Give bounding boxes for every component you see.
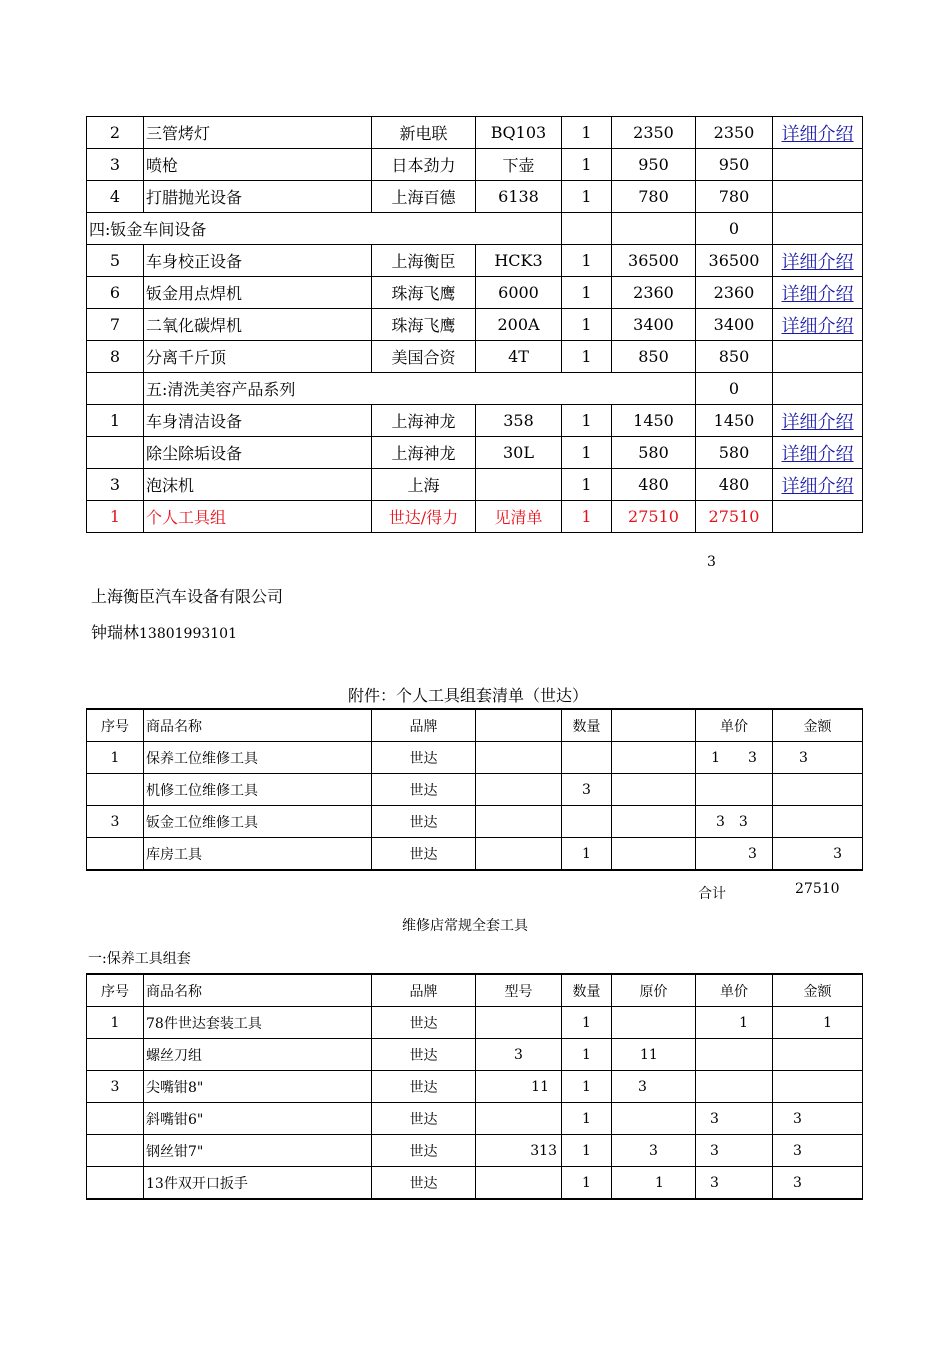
table-row bbox=[87, 117, 863, 149]
row-qty: 1 bbox=[562, 277, 612, 309]
row-brand: 上海神龙 bbox=[372, 437, 476, 469]
row-model bbox=[476, 1007, 562, 1039]
row-orig-price: 2360 bbox=[612, 277, 696, 309]
row-brand: 世达 bbox=[372, 1039, 476, 1071]
row-price: 2360 bbox=[696, 277, 773, 309]
header-name: 商品名称 bbox=[144, 974, 372, 1007]
detail-link[interactable]: 详细介绍 bbox=[781, 443, 854, 465]
row-orig-price: 1450 bbox=[612, 405, 696, 437]
table-row bbox=[87, 774, 863, 806]
section-label: 一:保养工具组套 bbox=[88, 951, 191, 967]
company-name: 上海衡臣汽车设备有限公司 bbox=[91, 587, 284, 606]
row-model: 6138 bbox=[476, 181, 562, 213]
row-orig-price: 580 bbox=[612, 437, 696, 469]
company-contact bbox=[91, 620, 237, 643]
row-qty bbox=[562, 806, 612, 838]
empty-cell bbox=[612, 213, 696, 245]
row-name: 车身校正设备 bbox=[144, 245, 372, 277]
empty-cell bbox=[476, 838, 562, 871]
row-model bbox=[476, 1167, 562, 1200]
row-no: 5 bbox=[87, 245, 144, 277]
row-brand: 世达 bbox=[372, 1135, 476, 1167]
row-price: 3 bbox=[696, 1135, 773, 1167]
header-brand: 品牌 bbox=[372, 974, 476, 1007]
row-price bbox=[696, 774, 773, 806]
table-row bbox=[87, 181, 863, 213]
row-link-empty bbox=[773, 501, 863, 533]
empty-cell bbox=[476, 806, 562, 838]
row-brand: 上海百德 bbox=[372, 181, 476, 213]
row-price bbox=[696, 1071, 773, 1103]
row-model: 30L bbox=[476, 437, 562, 469]
table-row bbox=[87, 309, 863, 341]
row-price: 3 bbox=[696, 838, 773, 871]
attachment-title: 附件：个人工具组套清单（世达） bbox=[348, 686, 589, 705]
row-qty: 1 bbox=[562, 117, 612, 149]
row-qty: 1 bbox=[562, 469, 612, 501]
row-qty: 1 bbox=[562, 405, 612, 437]
table-row bbox=[87, 1039, 863, 1071]
table-header-row bbox=[87, 709, 863, 742]
row-price: 1450 bbox=[696, 405, 773, 437]
row-name: 钣金工位维修工具 bbox=[144, 806, 372, 838]
personal-tool-row bbox=[87, 501, 863, 533]
row-brand: 世达 bbox=[372, 838, 476, 871]
section-row bbox=[87, 373, 863, 405]
row-brand: 上海 bbox=[372, 469, 476, 501]
total-value: 27510 bbox=[795, 881, 840, 897]
empty-cell bbox=[773, 213, 863, 245]
row-brand: 世达 bbox=[372, 774, 476, 806]
row-price bbox=[696, 1039, 773, 1071]
row-no: 3 bbox=[87, 469, 144, 501]
row-orig-price: 780 bbox=[612, 181, 696, 213]
header-brand: 品牌 bbox=[372, 709, 476, 742]
row-name: 个人工具组 bbox=[144, 501, 372, 533]
row-model: 下壶 bbox=[476, 149, 562, 181]
table-row bbox=[87, 341, 863, 373]
row-qty: 1 bbox=[562, 1007, 612, 1039]
row-brand: 日本劲力 bbox=[372, 149, 476, 181]
header-amount: 金额 bbox=[773, 974, 863, 1007]
row-no: 4 bbox=[87, 181, 144, 213]
row-no: 8 bbox=[87, 341, 144, 373]
section-total: 0 bbox=[696, 213, 773, 245]
header-orig: 原价 bbox=[612, 974, 696, 1007]
row-qty: 1 bbox=[562, 1135, 612, 1167]
row-no bbox=[87, 838, 144, 871]
row-amount: 3 bbox=[773, 742, 863, 774]
table-row bbox=[87, 405, 863, 437]
table-row bbox=[87, 806, 863, 838]
row-qty: 1 bbox=[562, 1103, 612, 1135]
row-no: 1 bbox=[87, 742, 144, 774]
row-name: 库房工具 bbox=[144, 838, 372, 871]
row-no bbox=[87, 774, 144, 806]
empty-cell bbox=[87, 373, 144, 405]
row-qty: 3 bbox=[562, 774, 612, 806]
row-model: 200A bbox=[476, 309, 562, 341]
row-price: 580 bbox=[696, 437, 773, 469]
row-qty bbox=[562, 742, 612, 774]
detail-link[interactable]: 详细介绍 bbox=[781, 475, 854, 497]
detail-link[interactable]: 详细介绍 bbox=[781, 283, 854, 305]
row-no: 1 bbox=[87, 501, 144, 533]
row-price: 950 bbox=[696, 149, 773, 181]
row-brand: 世达 bbox=[372, 742, 476, 774]
row-qty: 1 bbox=[562, 181, 612, 213]
row-name: 三管烤灯 bbox=[144, 117, 372, 149]
section-label: 四:钣金车间设备 bbox=[87, 213, 562, 245]
section-label: 五:清洗美容产品系列 bbox=[144, 373, 696, 405]
row-qty: 1 bbox=[562, 501, 612, 533]
row-model bbox=[476, 469, 562, 501]
header-qty: 数量 bbox=[562, 974, 612, 1007]
table-row bbox=[87, 437, 863, 469]
detail-link[interactable]: 详细介绍 bbox=[781, 315, 854, 337]
empty-cell bbox=[476, 742, 562, 774]
row-model: 11 bbox=[476, 1071, 562, 1103]
empty-cell bbox=[612, 709, 696, 742]
row-brand: 世达/得力 bbox=[372, 501, 476, 533]
row-price-b: 3 bbox=[738, 813, 748, 830]
row-brand: 新电联 bbox=[372, 117, 476, 149]
row-name: 二氧化碳焊机 bbox=[144, 309, 372, 341]
row-orig bbox=[612, 1007, 696, 1039]
empty-cell bbox=[476, 709, 562, 742]
row-brand: 世达 bbox=[372, 1071, 476, 1103]
row-no bbox=[87, 1103, 144, 1135]
row-model: HCK3 bbox=[476, 245, 562, 277]
row-qty: 1 bbox=[562, 1039, 612, 1071]
row-brand: 世达 bbox=[372, 1007, 476, 1039]
row-orig-price: 27510 bbox=[612, 501, 696, 533]
row-price: 36500 bbox=[696, 245, 773, 277]
detail-link[interactable]: 详细介绍 bbox=[781, 123, 854, 145]
row-link-empty bbox=[773, 149, 863, 181]
row-price: 780 bbox=[696, 181, 773, 213]
row-price: 850 bbox=[696, 341, 773, 373]
row-name: 保养工位维修工具 bbox=[144, 742, 372, 774]
row-no: 3 bbox=[87, 806, 144, 838]
row-orig: 3 bbox=[612, 1071, 696, 1103]
row-price: 27510 bbox=[696, 501, 773, 533]
header-price: 单价 bbox=[696, 974, 773, 1007]
full-set-table bbox=[86, 973, 863, 1200]
row-orig-price: 3400 bbox=[612, 309, 696, 341]
row-brand: 上海衡臣 bbox=[372, 245, 476, 277]
row-amount bbox=[773, 1071, 863, 1103]
row-no bbox=[87, 1135, 144, 1167]
row-amount: 3 bbox=[773, 1103, 863, 1135]
row-orig-price: 36500 bbox=[612, 245, 696, 277]
row-link-empty bbox=[773, 181, 863, 213]
row-model: 6000 bbox=[476, 277, 562, 309]
row-qty: 1 bbox=[562, 341, 612, 373]
row-price: 3 bbox=[696, 1103, 773, 1135]
row-qty: 1 bbox=[562, 245, 612, 277]
row-name: 钣金用点焊机 bbox=[144, 277, 372, 309]
attachment-table bbox=[86, 708, 863, 871]
header-no: 序号 bbox=[87, 974, 144, 1007]
row-price bbox=[696, 806, 773, 838]
row-no: 1 bbox=[87, 405, 144, 437]
row-amount: 1 bbox=[773, 1007, 863, 1039]
row-orig-price: 2350 bbox=[612, 117, 696, 149]
row-orig: 11 bbox=[612, 1039, 696, 1071]
empty-cell bbox=[612, 742, 696, 774]
header-name: 商品名称 bbox=[144, 709, 372, 742]
row-model bbox=[476, 1103, 562, 1135]
row-orig: 1 bbox=[612, 1167, 696, 1200]
row-qty: 1 bbox=[562, 838, 612, 871]
row-price-a: 3 bbox=[716, 813, 725, 830]
row-model: 358 bbox=[476, 405, 562, 437]
row-no: 7 bbox=[87, 309, 144, 341]
row-name: 钢丝钳7" bbox=[144, 1135, 372, 1167]
detail-link[interactable]: 详细介绍 bbox=[781, 251, 854, 273]
table-row bbox=[87, 1167, 863, 1200]
empty-cell bbox=[476, 774, 562, 806]
table-row bbox=[87, 1007, 863, 1039]
row-orig-price: 480 bbox=[612, 469, 696, 501]
table-row bbox=[87, 742, 863, 774]
total-label: 合计 bbox=[698, 886, 726, 902]
row-amount: 3 bbox=[773, 1135, 863, 1167]
row-brand: 珠海飞鹰 bbox=[372, 309, 476, 341]
table-row bbox=[87, 1135, 863, 1167]
row-name: 打腊抛光设备 bbox=[144, 181, 372, 213]
header-model: 型号 bbox=[476, 974, 562, 1007]
contact-phone: 13801993101 bbox=[139, 626, 237, 642]
table-row bbox=[87, 1071, 863, 1103]
row-model: 4T bbox=[476, 341, 562, 373]
row-price-a: 1 bbox=[711, 749, 720, 766]
row-price-b: 3 bbox=[748, 749, 757, 766]
row-orig-price: 950 bbox=[612, 149, 696, 181]
row-orig bbox=[612, 1103, 696, 1135]
row-orig: 3 bbox=[612, 1135, 696, 1167]
row-link-empty bbox=[773, 341, 863, 373]
row-model: 3 bbox=[476, 1039, 562, 1071]
row-name: 除尘除垢设备 bbox=[144, 437, 372, 469]
row-no: 1 bbox=[87, 1007, 144, 1039]
row-no: 6 bbox=[87, 277, 144, 309]
row-model: 见清单 bbox=[476, 501, 562, 533]
row-brand: 美国合资 bbox=[372, 341, 476, 373]
empty-cell bbox=[612, 806, 696, 838]
row-price bbox=[696, 742, 773, 774]
row-name: 泡沫机 bbox=[144, 469, 372, 501]
row-name: 喷枪 bbox=[144, 149, 372, 181]
header-qty: 数量 bbox=[562, 709, 612, 742]
row-price: 480 bbox=[696, 469, 773, 501]
section-row bbox=[87, 213, 863, 245]
row-amount bbox=[773, 1039, 863, 1071]
row-price: 3400 bbox=[696, 309, 773, 341]
row-amount: 3 bbox=[773, 1167, 863, 1200]
row-qty: 1 bbox=[562, 1167, 612, 1200]
table-row bbox=[87, 277, 863, 309]
row-name: 车身清洁设备 bbox=[144, 405, 372, 437]
row-brand: 世达 bbox=[372, 806, 476, 838]
row-name: 机修工位维修工具 bbox=[144, 774, 372, 806]
row-no bbox=[87, 1167, 144, 1200]
row-no bbox=[87, 437, 144, 469]
row-brand: 珠海飞鹰 bbox=[372, 277, 476, 309]
contact-name: 钟瑞林 bbox=[91, 623, 140, 642]
row-amount bbox=[773, 806, 863, 838]
empty-cell bbox=[612, 838, 696, 871]
row-brand: 上海神龙 bbox=[372, 405, 476, 437]
row-name: 分离千斤顶 bbox=[144, 341, 372, 373]
full-set-title: 维修店常规全套工具 bbox=[402, 918, 528, 934]
table-row bbox=[87, 245, 863, 277]
row-no: 3 bbox=[87, 1071, 144, 1103]
row-qty: 1 bbox=[562, 149, 612, 181]
row-price: 1 bbox=[696, 1007, 773, 1039]
row-brand: 世达 bbox=[372, 1103, 476, 1135]
row-name: 斜嘴钳6" bbox=[144, 1103, 372, 1135]
table-row bbox=[87, 1103, 863, 1135]
header-amount: 金额 bbox=[773, 709, 863, 742]
row-brand: 世达 bbox=[372, 1167, 476, 1200]
header-no: 序号 bbox=[87, 709, 144, 742]
row-name: 尖嘴钳8" bbox=[144, 1071, 372, 1103]
row-no bbox=[87, 1039, 144, 1071]
row-amount bbox=[773, 774, 863, 806]
row-no: 3 bbox=[87, 149, 144, 181]
empty-cell bbox=[562, 213, 612, 245]
below-table-value: 3 bbox=[707, 554, 716, 570]
empty-cell bbox=[612, 774, 696, 806]
row-model: 313 bbox=[476, 1135, 562, 1167]
empty-cell bbox=[773, 373, 863, 405]
header-price: 单价 bbox=[696, 709, 773, 742]
detail-link[interactable]: 详细介绍 bbox=[781, 411, 854, 433]
row-orig-price: 850 bbox=[612, 341, 696, 373]
row-price: 3 bbox=[696, 1167, 773, 1200]
row-name: 78件世达套装工具 bbox=[144, 1007, 372, 1039]
row-price: 2350 bbox=[696, 117, 773, 149]
table-row bbox=[87, 149, 863, 181]
row-name: 13件双开口扳手 bbox=[144, 1167, 372, 1200]
row-amount: 3 bbox=[773, 838, 863, 871]
row-qty: 1 bbox=[562, 1071, 612, 1103]
row-model: BQ103 bbox=[476, 117, 562, 149]
row-qty: 1 bbox=[562, 437, 612, 469]
row-qty: 1 bbox=[562, 309, 612, 341]
row-no: 2 bbox=[87, 117, 144, 149]
equipment-table bbox=[86, 116, 863, 533]
table-row bbox=[87, 838, 863, 871]
row-name: 螺丝刀组 bbox=[144, 1039, 372, 1071]
table-header-row bbox=[87, 974, 863, 1007]
section-total: 0 bbox=[696, 373, 773, 405]
table-row bbox=[87, 469, 863, 501]
